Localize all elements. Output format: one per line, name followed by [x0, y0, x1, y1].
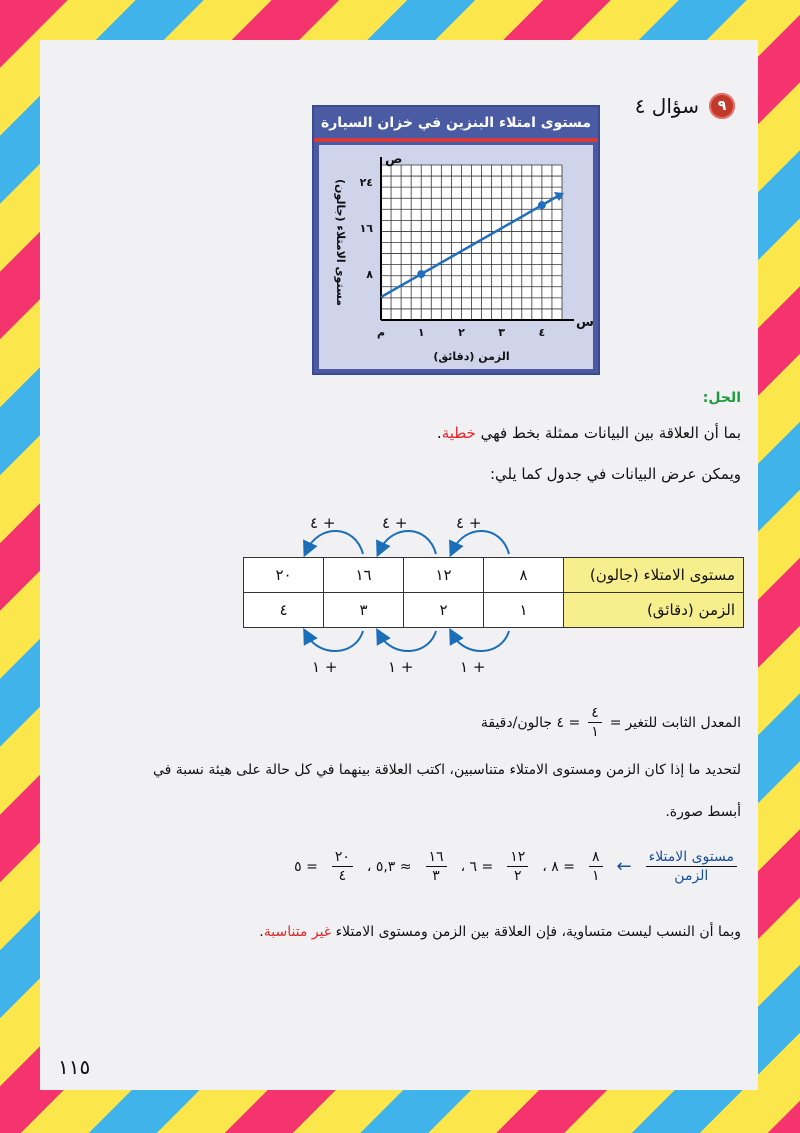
table-cell: ١ — [484, 593, 564, 628]
ratio-value: = ٨ ، — [542, 858, 575, 875]
chart-title: مستوى امتلاء البنزين في خزان السيارة — [320, 115, 592, 131]
y-axis-title: مستوى الامتلاء (جالون) — [334, 179, 347, 306]
y-tick-label: ٨ — [366, 268, 373, 282]
bottom-increment-3: + ١ — [312, 658, 338, 676]
rate-numerator: ٤ — [588, 704, 602, 723]
chart-area — [319, 145, 593, 369]
x-tick-label: ٢ — [458, 326, 465, 339]
table-cell: ٨ — [484, 558, 564, 593]
ratio-denominator: ٢ — [514, 868, 522, 884]
ratio-denominator: ١ — [591, 868, 600, 884]
ratio-value: ≈ ٥,٣ ، — [366, 858, 412, 875]
ratio-label-fraction — [646, 848, 737, 885]
question-header — [635, 93, 735, 119]
ratio-label-denominator: الزمن — [674, 868, 709, 884]
table-cell: ٤ — [244, 593, 324, 628]
rate-denominator: ١ — [591, 724, 599, 740]
ratio-fraction — [507, 848, 528, 885]
ratio-numerator: ٢٠ — [332, 848, 353, 867]
ratio-numerator: ١٢ — [507, 848, 528, 867]
x-tick-label: ٤ — [538, 326, 546, 339]
chart-title-underline — [314, 138, 598, 142]
solution-line-1-text: بما أن العلاقة بين البيانات ممثلة بخط فهي — [475, 424, 741, 442]
ratio-label-numerator: مستوى الامتلاء — [646, 848, 737, 867]
solution-line-1-end: . — [436, 424, 442, 442]
conclusion — [259, 924, 741, 940]
rate-of-change — [481, 704, 741, 741]
y-axis-symbol: ص — [385, 152, 403, 167]
table-cell: ١٦ — [324, 558, 404, 593]
instruction-line-2: أبسط صورة. — [665, 804, 741, 820]
rate-result: = ٤ جالون/دقيقة — [480, 714, 581, 731]
ratio-numerator: ١٦ — [426, 848, 447, 867]
top-increment-1: + ٤ — [456, 514, 482, 532]
ratio-denominator: ٤ — [338, 868, 347, 884]
row-header-fill-level: مستوى الامتلاء (جالون) — [564, 558, 744, 593]
solution-label: الحل: — [702, 390, 741, 406]
solution-line-2: ويمكن عرض البيانات في جدول كما يلي: — [489, 465, 741, 483]
rate-equals: = — [609, 714, 622, 731]
ratio-fraction — [332, 848, 353, 885]
bottom-increment-2: + ١ — [388, 658, 414, 676]
table-cell: ٢ — [404, 593, 484, 628]
x-tick-label: ١ — [417, 326, 425, 339]
ratio-fraction — [426, 848, 447, 885]
ratios-row — [294, 848, 741, 885]
data-point — [538, 201, 546, 209]
table-row — [244, 558, 744, 593]
ratio-value: = ٦ ، — [460, 858, 494, 875]
increment-arrow — [453, 631, 509, 651]
y-tick-label: ١٦ — [359, 222, 373, 236]
data-table — [243, 557, 744, 628]
increment-arrow — [453, 531, 509, 554]
table-row — [244, 593, 744, 628]
ratio-value: = ٥ — [294, 858, 318, 875]
bottom-increment-1: + ١ — [460, 658, 486, 676]
rate-fraction — [588, 704, 602, 741]
conclusion-text: وبما أن النسب ليست متساوية، فإن العلاقة بين الزمن ومستوى الامتلاء — [331, 924, 741, 940]
x-tick-label: م — [376, 326, 386, 339]
question-title: سؤال ٤ — [634, 94, 699, 118]
increment-arrow — [380, 631, 436, 651]
increment-arrow — [307, 631, 363, 651]
linear-keyword: خطية — [441, 424, 476, 442]
table-cell: ٣ — [324, 593, 404, 628]
top-increment-3: + ٤ — [310, 514, 336, 532]
data-point — [417, 270, 425, 278]
conclusion-end: . — [259, 924, 264, 940]
table-cell: ١٢ — [404, 558, 484, 593]
x-tick-label: ٣ — [498, 326, 506, 339]
top-increment-2: + ٤ — [382, 514, 408, 532]
page — [40, 40, 758, 1090]
x-axis-title: الزمن (دقائق) — [433, 350, 510, 363]
question-number-badge: ٩ — [709, 93, 735, 119]
chart-panel — [312, 105, 600, 375]
increment-arrow — [380, 531, 436, 554]
rate-label: المعدل الثابت للتغير — [625, 714, 741, 731]
ratio-numerator: ٨ — [589, 848, 603, 867]
page-number: ١١٥ — [58, 1055, 91, 1079]
ratio-denominator: ٣ — [432, 868, 440, 884]
ratio-fraction — [589, 848, 603, 885]
solution-line-1 — [437, 424, 741, 442]
row-header-time: الزمن (دقائق) — [564, 593, 744, 628]
x-axis-symbol: س — [576, 315, 593, 330]
y-tick-label: ٢٤ — [359, 176, 373, 190]
table-cell: ٢٠ — [244, 558, 324, 593]
left-arrow-icon: ← — [616, 856, 632, 877]
increment-arrow — [307, 531, 363, 554]
not-proportional-keyword: غير متناسبة — [263, 924, 332, 940]
instruction-line-1: لتحديد ما إذا كان الزمن ومستوى الامتلاء متناسبين، اكتب العلاقة بينهما في كل حالة على هيئة نسبة في — [152, 762, 741, 778]
line-chart — [319, 145, 593, 369]
